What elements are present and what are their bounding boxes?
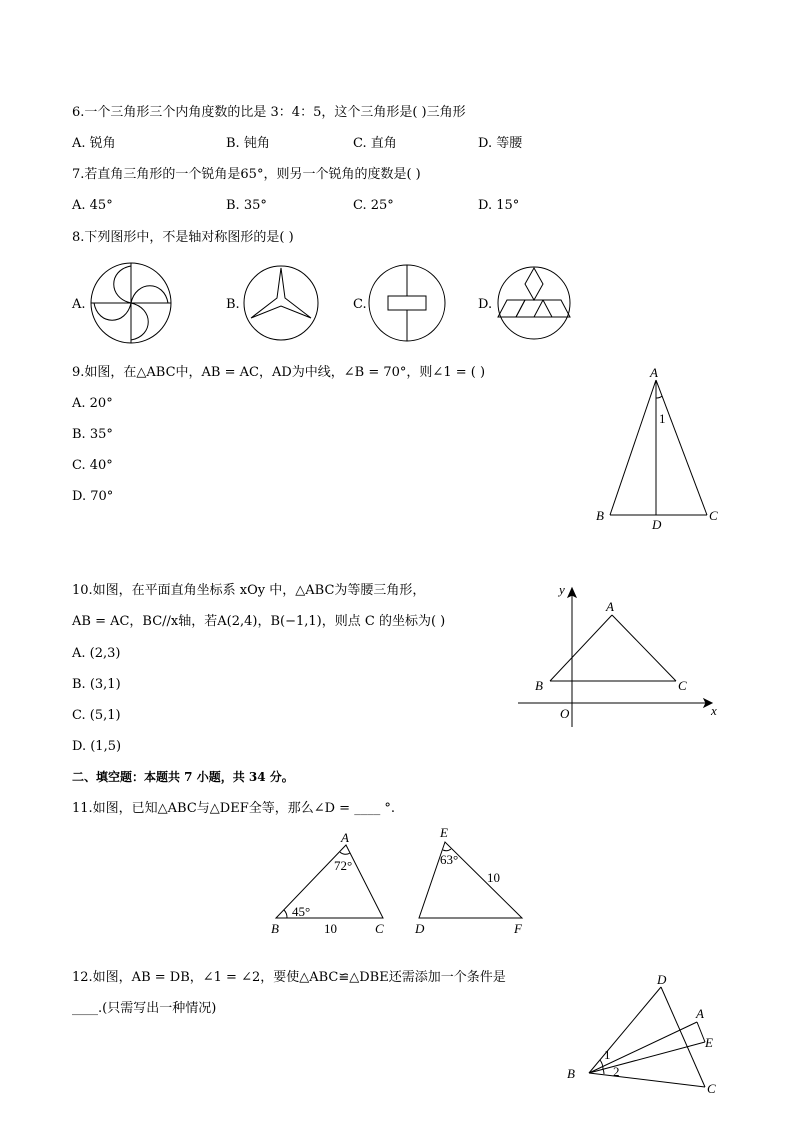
q9-option-a: A. 20° — [72, 396, 113, 411]
q8-figure-d — [498, 267, 570, 339]
q11-label-c: C — [375, 921, 384, 936]
q12-figure — [589, 987, 705, 1087]
q10-stem-line1: 10.如图，在平面直角坐标系 xOy 中，△ABC为等腰三角形， — [72, 583, 426, 598]
q9-label-b: B — [596, 508, 604, 523]
q11-label-f: F — [514, 921, 522, 936]
q10-stem-line2: AB = AC，BC//x轴，若A(2,4)，B(−1,1)，则点 C 的坐标为( ) — [72, 614, 446, 629]
q11-label-a: A — [341, 830, 349, 845]
q10-label-b: B — [535, 678, 543, 693]
q11-stem: 11.如图，已知△ABC与△DEF全等，那么∠D = ____ °. — [72, 801, 395, 816]
q12-label-a: A — [696, 1006, 704, 1021]
section-heading: 二、填空题：本题共 7 小题，共 34 分。 — [72, 770, 294, 784]
q11-figure-def — [419, 842, 522, 918]
q8-figure-b — [244, 266, 318, 340]
q9-option-c: C. 40° — [72, 458, 113, 473]
q9-label-c: C — [709, 508, 718, 523]
q11-label-side-bc: 10 — [324, 921, 337, 936]
q8-stem: 8.下列图形中，不是轴对称图形的是( ) — [72, 230, 294, 245]
q10-label-o: O — [560, 706, 570, 721]
q12-stem-line1: 12.如图，AB = DB，∠1 = ∠2，要使△ABC≌△DBE还需添加一个条件是 — [72, 970, 506, 985]
q7-option-a: A. 45° — [72, 198, 113, 213]
q10-label-c: C — [678, 678, 687, 693]
q7-stem: 7.若直角三角形的一个锐角是65°，则另一个锐角的度数是( ) — [72, 167, 421, 182]
q12-label-c: C — [707, 1081, 716, 1096]
q10-option-d: D. (1,5) — [72, 739, 122, 754]
q7-option-b: B. 35° — [226, 198, 267, 213]
q10-option-a: A. (2,3) — [72, 646, 121, 661]
q9-option-b: B. 35° — [72, 427, 113, 442]
q6-option-d: D. 等腰 — [478, 136, 523, 151]
q11-label-side-ef: 10 — [487, 870, 500, 885]
q11-label-b: B — [271, 921, 279, 936]
q8-option-d: D. — [478, 297, 493, 312]
q12-stem-line2: ____.(只需写出一种情况) — [72, 1001, 217, 1016]
q10-label-a: A — [606, 599, 614, 614]
q11-label-angle-a: 72° — [334, 858, 353, 873]
q9-label-d: D — [652, 517, 662, 532]
q10-label-x: x — [711, 703, 717, 718]
q10-label-y: y — [559, 582, 565, 597]
q6-option-b: B. 钝角 — [226, 136, 270, 151]
q10-option-b: B. (3,1) — [72, 677, 121, 692]
q8-option-a: A. — [72, 297, 86, 312]
q8-option-b: B. — [226, 297, 240, 312]
q9-option-d: D. 70° — [72, 489, 114, 504]
q10-figure — [518, 588, 712, 727]
q9-label-a: A — [650, 365, 658, 380]
q9-figure — [610, 380, 707, 515]
q11-label-d: D — [415, 921, 425, 936]
q6-stem: 6.一个三角形三个内角度数的比是 3：4：5，这个三角形是( )三角形 — [72, 105, 466, 120]
q9-label-angle1: 1 — [659, 411, 666, 426]
q12-label-b: B — [567, 1066, 575, 1081]
q8-figure-c — [369, 265, 445, 341]
q12-label-angle1: 1 — [604, 1047, 611, 1062]
q7-option-c: C. 25° — [353, 198, 394, 213]
q12-label-d: D — [657, 972, 667, 987]
q11-label-angle-b: 45° — [292, 904, 311, 919]
q10-option-c: C. (5,1) — [72, 708, 121, 723]
q8-figure-a — [91, 263, 171, 343]
q11-label-angle-e: 63° — [440, 852, 459, 867]
q12-label-angle2: 2 — [613, 1064, 620, 1079]
q7-option-d: D. 15° — [478, 198, 520, 213]
q8-option-c: C. — [353, 297, 367, 312]
q9-stem: 9.如图，在△ABC中，AB = AC，AD为中线，∠B = 70°，则∠1 = ( ) — [72, 365, 486, 380]
q12-label-e: E — [705, 1035, 713, 1050]
q6-option-c: C. 直角 — [353, 136, 397, 151]
q11-label-e: E — [440, 825, 448, 840]
q6-option-a: A. 锐角 — [72, 136, 116, 151]
